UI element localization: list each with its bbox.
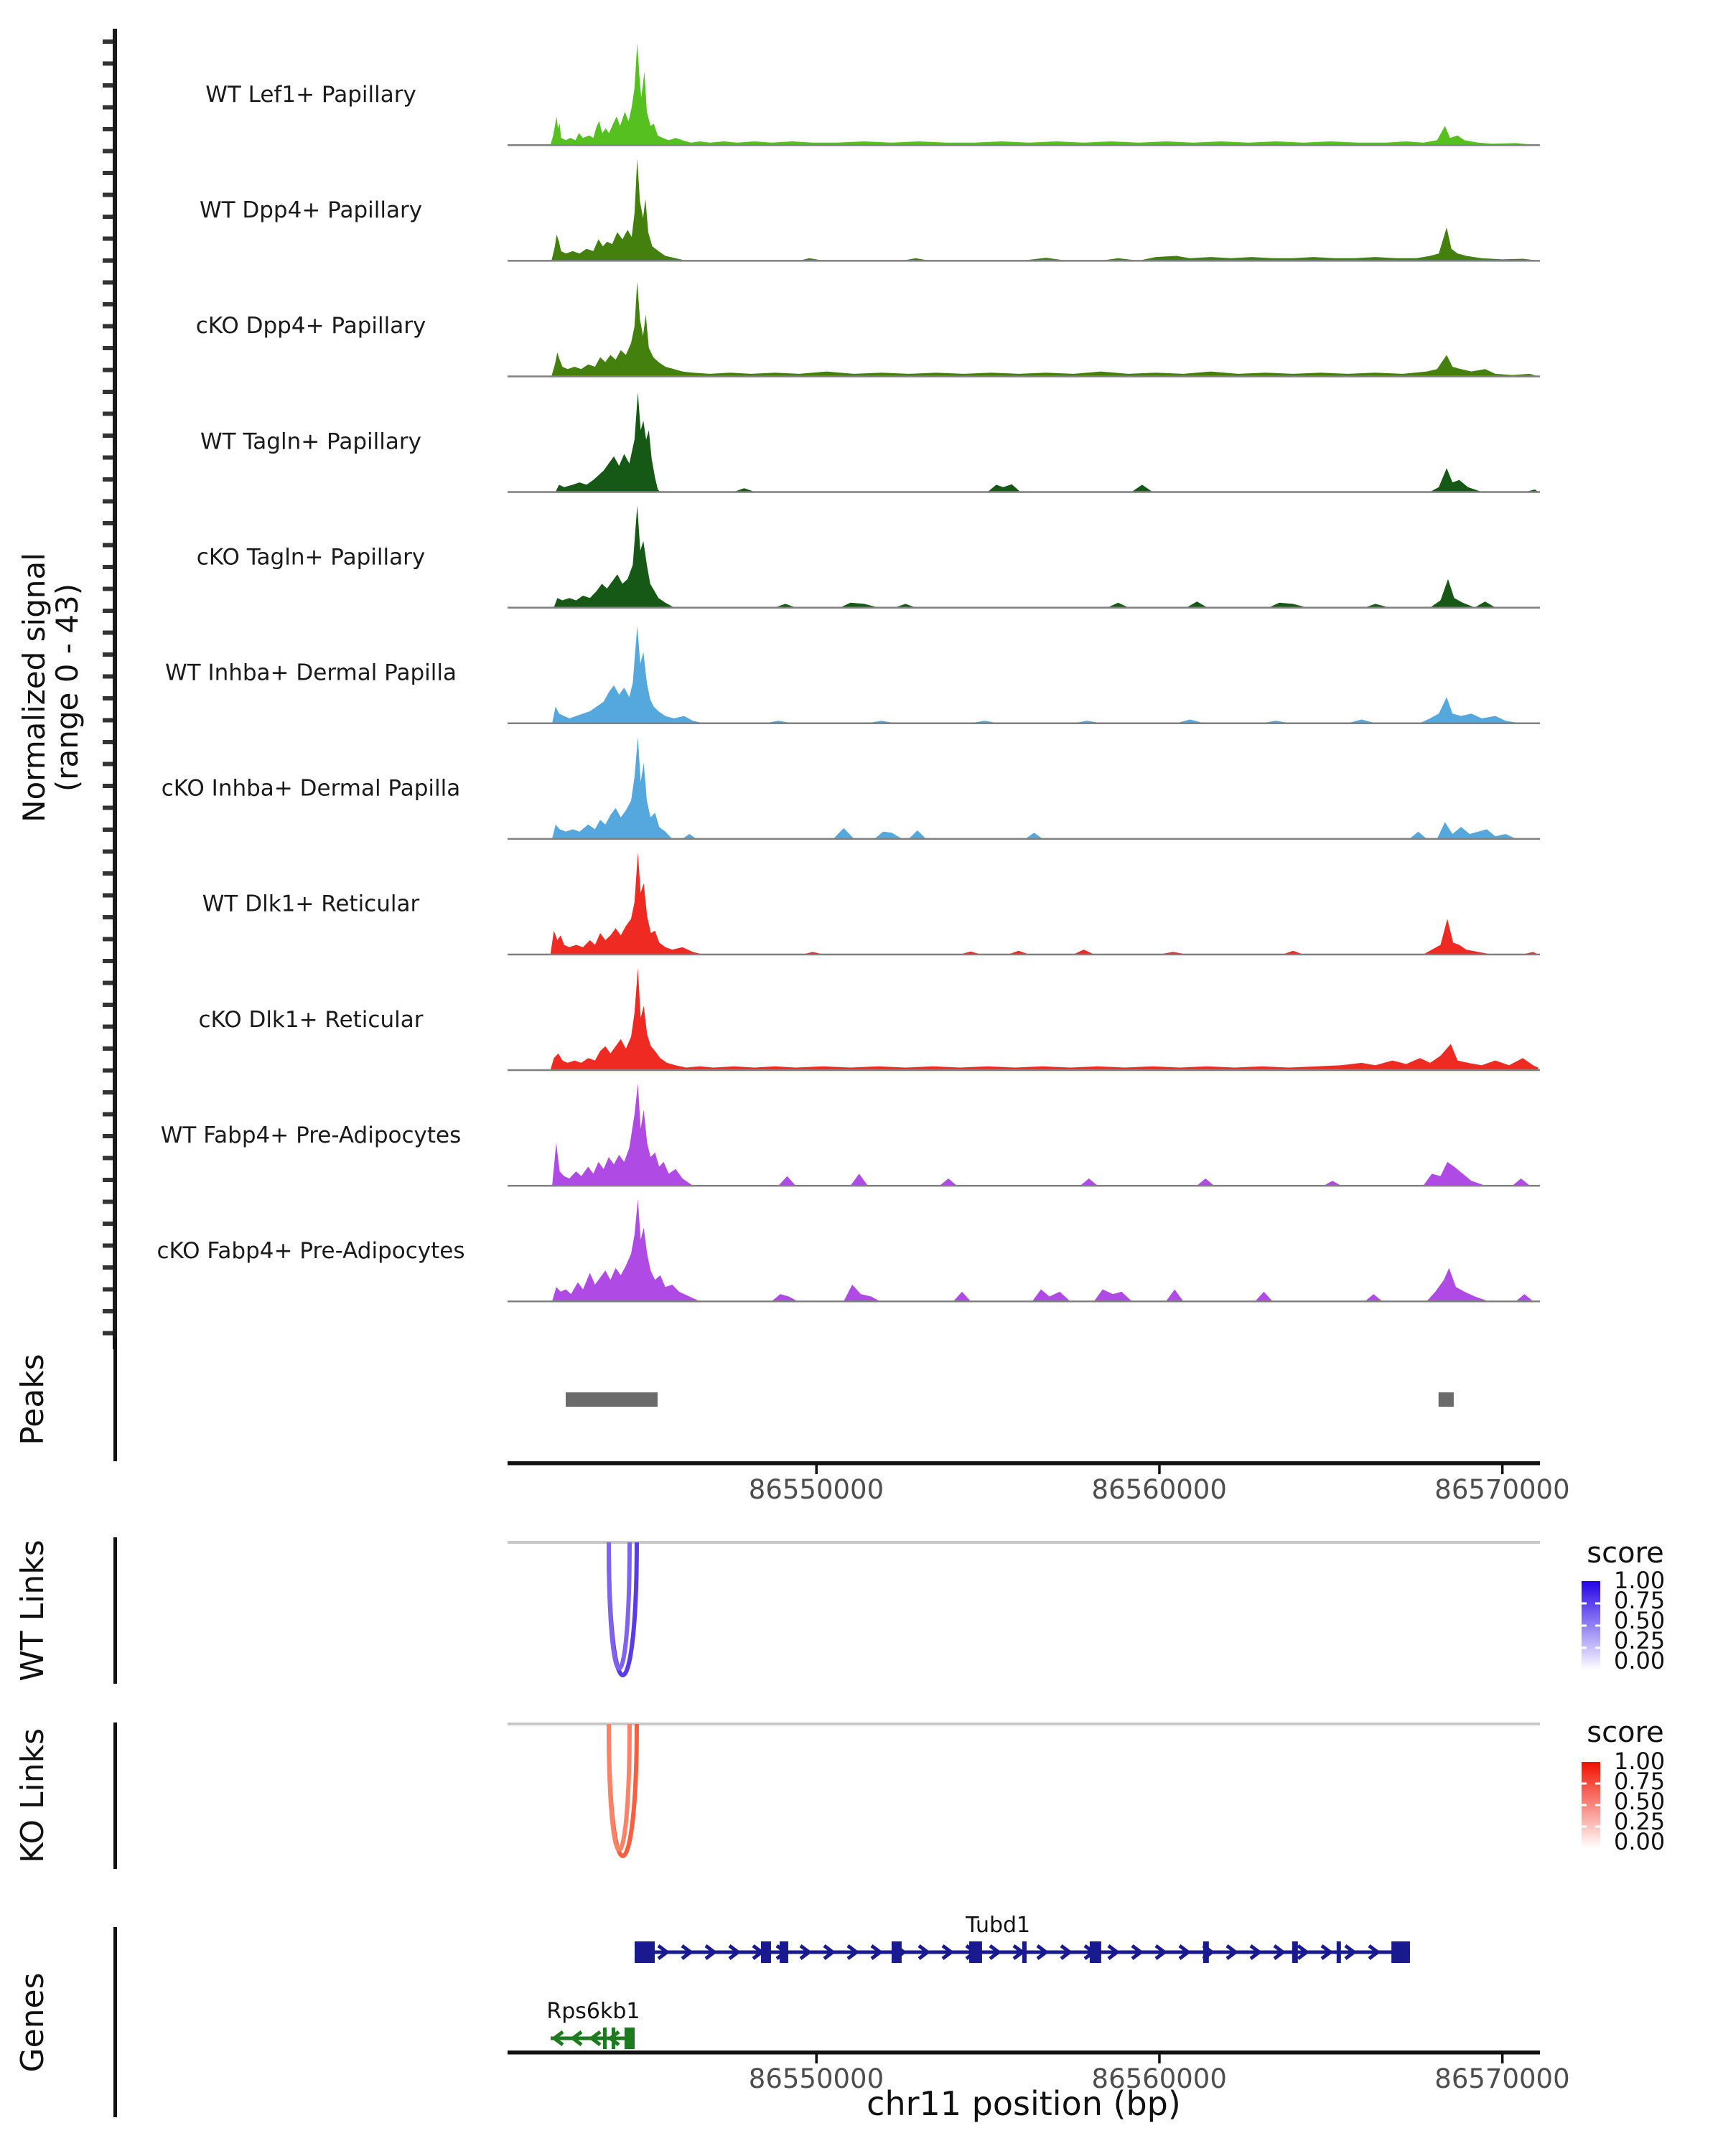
- signal-y-axis-tick: [103, 1309, 113, 1313]
- signal-y-axis-tick: [103, 784, 113, 788]
- x-axis-tick: [1158, 1465, 1161, 1474]
- wt-links-score-bar-tick: [1582, 1625, 1587, 1627]
- signal-y-axis-tick: [103, 390, 113, 394]
- signal-y-axis-tick: [103, 587, 113, 591]
- signal-y-axis-tick: [103, 62, 113, 66]
- track-label: WT Tagln+ Papillary: [200, 428, 421, 455]
- gene-exon-block: [1337, 1941, 1341, 1963]
- wt-links-baseline: [508, 1541, 1540, 1544]
- wt-links-score-tick-label: 0.00: [1614, 1647, 1666, 1674]
- x-axis-tick-label: 86570000: [1434, 1474, 1570, 1505]
- wt-links-score-bar-tick: [1595, 1603, 1600, 1605]
- x-axis-tick-label: 86560000: [1091, 1474, 1227, 1505]
- ko-links-score-legend: [1582, 1716, 1665, 1855]
- signal-y-axis-tick: [103, 762, 113, 767]
- signal-y-axis-tick: [103, 83, 113, 88]
- signal-y-axis-tick: [103, 543, 113, 548]
- signal-y-axis-tick: [103, 456, 113, 460]
- track-baseline: [508, 491, 1540, 493]
- track-baseline: [508, 1300, 1540, 1303]
- signal-y-axis-tick: [103, 915, 113, 919]
- gene-exon-block: [1022, 1941, 1027, 1963]
- track-label: WT Dlk1+ Reticular: [202, 891, 420, 917]
- signal-y-axis-tick: [103, 412, 113, 416]
- ko-links-score-tick-label: 0.75: [1614, 1768, 1666, 1795]
- signal-y-axis-tick: [103, 675, 113, 679]
- ko-links-score-legend-title: score: [1587, 1716, 1664, 1749]
- x-axis-tick-label: 86550000: [748, 1474, 884, 1505]
- signal-y-axis-tick: [103, 281, 113, 285]
- signal-y-axis-tick: [103, 806, 113, 810]
- gene-name-label: Tubd1: [966, 1913, 1031, 1938]
- track-label: cKO Fabp4+ Pre-Adipocytes: [157, 1238, 465, 1264]
- signal-y-axis-tick: [103, 346, 113, 350]
- wt-links-score-legend: [1582, 1537, 1665, 1674]
- signal-y-axis-tick: [103, 718, 113, 723]
- ko-links-score-bar-tick: [1582, 1804, 1587, 1806]
- signal-y-axis-tick: [103, 1112, 113, 1117]
- wt-links-score-legend-title: score: [1587, 1537, 1664, 1570]
- gene-exon-block: [1090, 1941, 1101, 1963]
- signal-y-axis-tick: [103, 368, 113, 372]
- signal-y-axis-tick: [103, 1222, 113, 1226]
- gene-exon-block: [635, 1941, 655, 1963]
- signal-y-axis-tick: [103, 127, 113, 131]
- ko-links-score-tick-label: 0.50: [1614, 1788, 1666, 1815]
- signal-y-axis-tick: [103, 1265, 113, 1270]
- signal-y-axis-tick: [103, 565, 113, 569]
- ko-links-score-bar-tick: [1582, 1783, 1587, 1785]
- track-label: WT Lef1+ Papillary: [205, 82, 416, 108]
- ko-links-section-label: KO Links: [14, 1728, 51, 1864]
- signal-y-axis-tick: [103, 1003, 113, 1007]
- signal-y-axis-spine: [113, 29, 117, 1349]
- signal-y-axis-tick: [103, 477, 113, 482]
- signal-axis-title-line1: Normalized signal: [17, 553, 52, 822]
- wt-links-score-tick-label: 0.75: [1614, 1587, 1666, 1614]
- track-label: cKO Dlk1+ Reticular: [198, 1006, 424, 1033]
- signal-y-axis-tick: [103, 959, 113, 963]
- x-axis-line: [508, 2050, 1540, 2055]
- ko-links-score-tick-label: 0.00: [1614, 1828, 1666, 1855]
- track-label: WT Fabp4+ Pre-Adipocytes: [160, 1122, 462, 1148]
- track-label: cKO Inhba+ Dermal Papilla: [161, 775, 461, 802]
- x-axis-tick: [1158, 2054, 1161, 2063]
- signal-y-axis-tick: [103, 1156, 113, 1161]
- peak-interval-bar: [1439, 1392, 1454, 1407]
- x-axis-tick-label: 86570000: [1434, 2063, 1570, 2094]
- signal-axis-title-line2: (range 0 - 43): [50, 583, 85, 792]
- track-baseline: [508, 144, 1540, 146]
- ko-links-score-tick-label: 1.00: [1614, 1748, 1666, 1775]
- signal-y-axis-tick: [103, 1046, 113, 1051]
- ko-links-score-bar-tick: [1595, 1804, 1600, 1806]
- gene-exon-block: [892, 1941, 902, 1963]
- signal-y-axis-tick: [103, 149, 113, 154]
- gene-exon-block: [1391, 1941, 1410, 1963]
- gene-name-label: Rps6kb1: [546, 1999, 640, 2024]
- track-label: cKO Tagln+ Papillary: [196, 544, 426, 571]
- genes-section-spine: [113, 1927, 117, 2117]
- signal-y-axis-tick: [103, 171, 113, 175]
- signal-y-axis-tick: [103, 106, 113, 110]
- signal-y-axis-tick: [103, 1178, 113, 1182]
- peaks-section-spine: [113, 1338, 117, 1461]
- track-label: WT Dpp4+ Papillary: [199, 197, 423, 224]
- track-baseline: [508, 260, 1540, 262]
- wt-links-score-bar-tick: [1595, 1625, 1600, 1627]
- signal-y-axis-tick: [103, 1090, 113, 1095]
- track-baseline: [508, 375, 1540, 378]
- x-axis-tick-label: 86550000: [748, 2063, 884, 2094]
- peaks-section-label: Peaks: [14, 1354, 51, 1445]
- gene-exon-block: [780, 1941, 788, 1963]
- track-baseline: [508, 1185, 1540, 1187]
- signal-y-axis-tick: [103, 652, 113, 657]
- gene-exon-block: [612, 2028, 615, 2049]
- signal-y-axis-tick: [103, 609, 113, 613]
- genes-section-label: Genes: [14, 1972, 51, 2073]
- signal-y-axis-tick: [103, 521, 113, 525]
- signal-y-axis-tick: [103, 1200, 113, 1204]
- ko-links-score-tick-label: 0.25: [1614, 1808, 1666, 1835]
- track-label: cKO Dpp4+ Papillary: [195, 313, 426, 339]
- signal-y-axis-tick: [103, 258, 113, 263]
- signal-y-axis-tick: [103, 39, 113, 44]
- signal-y-axis-tick: [103, 981, 113, 985]
- track-baseline: [508, 1069, 1540, 1072]
- x-axis-tick: [1501, 2054, 1504, 2063]
- gene-exon-block: [603, 2028, 607, 2049]
- signal-y-axis-tick: [103, 215, 113, 219]
- x-axis-tick: [1501, 1465, 1504, 1474]
- signal-y-axis-tick: [103, 193, 113, 197]
- wt-links-section-label: WT Links: [14, 1539, 51, 1682]
- signal-y-axis-tick: [103, 1069, 113, 1073]
- signal-y-axis-tick: [103, 237, 113, 241]
- ko-links-section-spine: [113, 1723, 117, 1869]
- x-axis-line: [508, 1461, 1540, 1466]
- signal-y-axis-tick: [103, 696, 113, 700]
- x-axis-tick-label: 86560000: [1091, 2063, 1227, 2094]
- gene-exon-block: [969, 1941, 982, 1963]
- signal-y-axis-tick: [103, 1331, 113, 1336]
- signal-y-axis-tick: [103, 894, 113, 898]
- wt-links-score-tick-label: 1.00: [1614, 1567, 1666, 1594]
- signal-y-axis-tick: [103, 500, 113, 504]
- signal-y-axis-tick: [103, 1244, 113, 1248]
- track-baseline: [508, 606, 1540, 609]
- ko-links-baseline: [508, 1723, 1540, 1725]
- gene-exon-block: [1203, 1941, 1209, 1963]
- signal-y-axis-tick: [103, 740, 113, 744]
- signal-y-axis-tick: [103, 937, 113, 942]
- wt-links-score-tick-label: 0.50: [1614, 1607, 1666, 1634]
- x-axis-title: chr11 position (bp): [867, 2084, 1181, 2123]
- gene-exon-block: [1292, 1941, 1298, 1963]
- wt-links-score-bar-tick: [1582, 1603, 1587, 1605]
- signal-y-axis-tick: [103, 1134, 113, 1138]
- gene-exon-block: [625, 2028, 635, 2049]
- wt-links-score-bar-tick: [1595, 1647, 1600, 1649]
- signal-y-axis-tick: [103, 433, 113, 438]
- x-axis-tick: [815, 2054, 818, 2063]
- signal-y-axis-tick: [103, 828, 113, 832]
- ko-links-score-bar-tick: [1582, 1826, 1587, 1828]
- signal-y-axis-tick: [103, 871, 113, 876]
- wt-links-section-spine: [113, 1537, 117, 1684]
- peak-interval-bar: [566, 1392, 658, 1407]
- wt-links-score-tick-label: 0.25: [1614, 1627, 1666, 1654]
- ko-links-score-bar-tick: [1595, 1783, 1600, 1785]
- track-label: WT Inhba+ Dermal Papilla: [165, 660, 457, 686]
- signal-y-axis-tick: [103, 324, 113, 329]
- track-baseline: [508, 954, 1540, 956]
- signal-y-axis-tick: [103, 302, 113, 306]
- wt-links-score-bar-tick: [1582, 1647, 1587, 1649]
- track-baseline: [508, 838, 1540, 840]
- signal-y-axis-tick: [103, 850, 113, 854]
- signal-y-axis-tick: [103, 631, 113, 635]
- signal-y-axis-tick: [103, 1025, 113, 1029]
- track-baseline: [508, 723, 1540, 725]
- ko-links-score-bar-tick: [1595, 1826, 1600, 1828]
- signal-y-axis-tick: [103, 1288, 113, 1292]
- x-axis-tick: [815, 1465, 818, 1474]
- gene-exon-block: [761, 1941, 771, 1963]
